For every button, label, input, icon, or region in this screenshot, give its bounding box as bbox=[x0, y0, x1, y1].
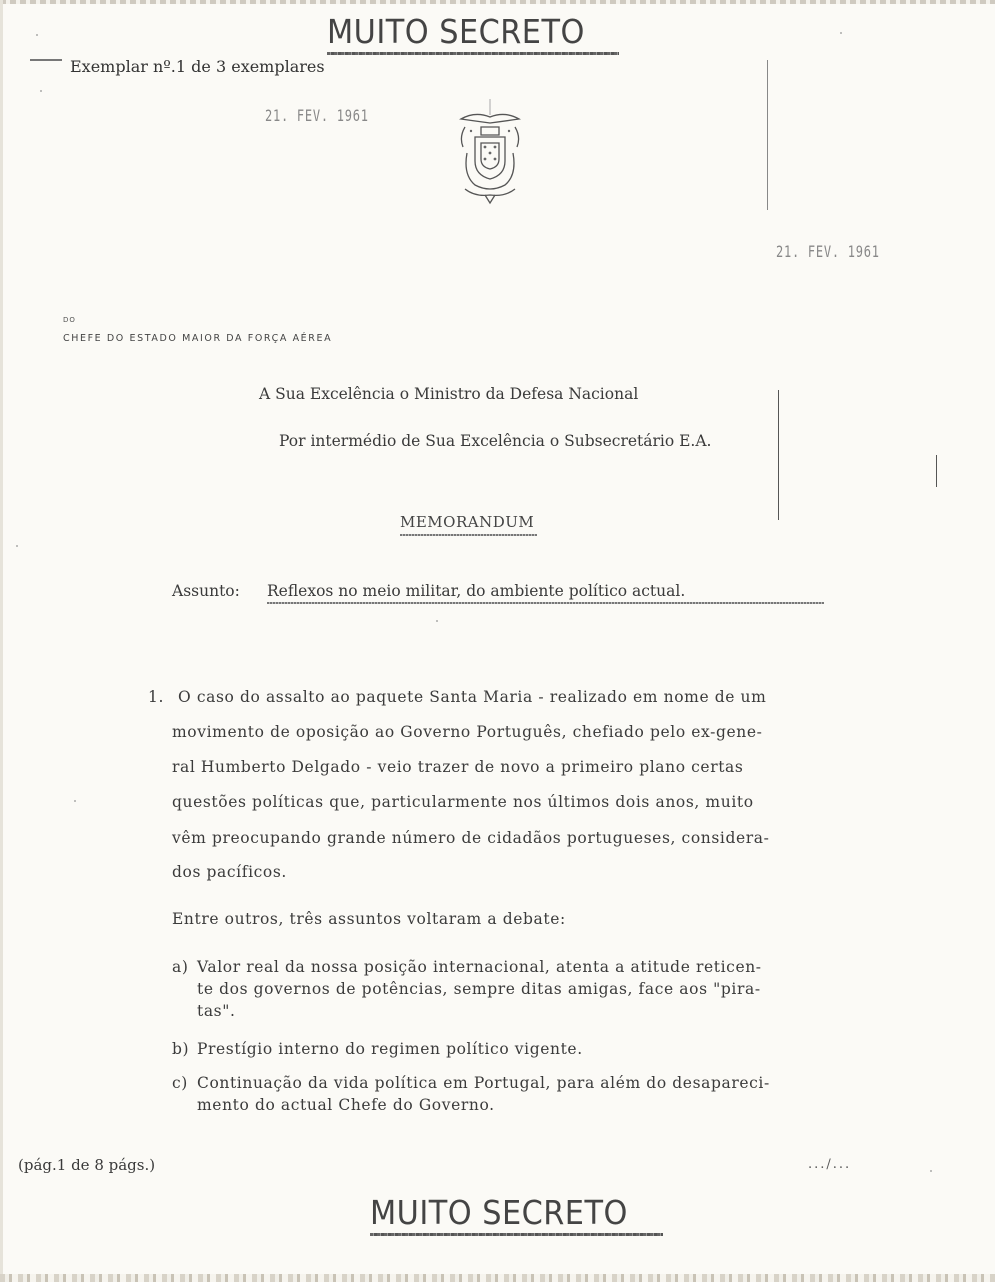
scan-speck bbox=[74, 800, 76, 802]
continuation-mark: .../... bbox=[808, 1157, 852, 1172]
margin-line bbox=[767, 60, 768, 210]
paragraph-line: vêm preocupando grande número de cidadãos portugueses, considera- bbox=[172, 829, 770, 847]
list-item-marker: b) bbox=[172, 1040, 190, 1058]
scan-edge-top bbox=[0, 0, 995, 4]
scan-speck bbox=[840, 32, 842, 34]
classification-footer: MUITO SECRETO bbox=[370, 1193, 628, 1232]
classification-header-underline bbox=[327, 52, 619, 55]
paragraph-line: O caso do assalto ao paquete Santa Maria - realizado em nome de um bbox=[178, 688, 767, 706]
paragraph-line: ral Humberto Delgado - veio trazer de novo a primeiro plano certas bbox=[172, 758, 744, 776]
list-item-line: Valor real da nossa posição internacional, atenta a atitude reticen- bbox=[197, 958, 762, 976]
list-item-line: Continuação da vida política em Portugal, para além do desapareci- bbox=[197, 1074, 770, 1092]
scan-speck bbox=[40, 90, 42, 92]
date-stamp-registered: 21. FEV. 1961 bbox=[776, 242, 880, 261]
sender-prefix: DO bbox=[63, 316, 76, 324]
classification-footer-underline bbox=[370, 1233, 663, 1236]
list-item-line: Prestígio interno do regimen político vigente. bbox=[197, 1040, 583, 1058]
scan-speck bbox=[36, 34, 38, 36]
paragraph-line: movimento de oposição ao Governo Português, chefiado pelo ex-gene- bbox=[172, 723, 763, 741]
subject-text: Reflexos no meio militar, do ambiente político actual. bbox=[267, 582, 686, 600]
scan-speck bbox=[16, 545, 18, 547]
subject-underline bbox=[267, 602, 824, 604]
addressee-line-1: A Sua Excelência o Ministro da Defesa Nacional bbox=[259, 385, 639, 403]
copy-note-dash bbox=[30, 59, 62, 61]
scan-edge-left bbox=[0, 0, 3, 1282]
scan-speck bbox=[930, 1170, 932, 1172]
paragraph-line: dos pacíficos. bbox=[172, 863, 287, 881]
list-item-marker: a) bbox=[172, 958, 189, 976]
paragraph-number: 1. bbox=[148, 688, 164, 706]
list-intro: Entre outros, três assuntos voltaram a debate: bbox=[172, 910, 566, 928]
coat-of-arms-icon bbox=[455, 97, 525, 209]
list-item-line: tas". bbox=[197, 1002, 236, 1020]
memo-title-underline bbox=[400, 534, 537, 536]
list-item-line: te dos governos de potências, sempre ditas amigas, face aos "pira- bbox=[197, 980, 761, 998]
page-indicator: (pág.1 de 8 págs.) bbox=[18, 1156, 156, 1174]
date-stamp-received: 21. FEV. 1961 bbox=[265, 106, 369, 125]
margin-line bbox=[936, 455, 937, 487]
subject-label: Assunto: bbox=[172, 582, 240, 600]
list-item-marker: c) bbox=[172, 1074, 188, 1092]
classification-header: MUITO SECRETO bbox=[327, 12, 585, 51]
addressee-line-2: Por intermédio de Sua Excelência o Subsecretário E.A. bbox=[279, 432, 712, 450]
sender: CHEFE DO ESTADO MAIOR DA FORÇA AÉREA bbox=[63, 333, 333, 344]
scan-speck bbox=[436, 620, 438, 622]
scan-edge-bottom bbox=[0, 1274, 995, 1282]
copy-note: Exemplar nº.1 de 3 exemplares bbox=[70, 57, 325, 76]
memo-title: MEMORANDUM bbox=[400, 513, 535, 531]
list-item-line: mento do actual Chefe do Governo. bbox=[197, 1096, 495, 1114]
paragraph-line: questões políticas que, particularmente nos últimos dois anos, muito bbox=[172, 793, 754, 811]
margin-line bbox=[778, 390, 779, 520]
